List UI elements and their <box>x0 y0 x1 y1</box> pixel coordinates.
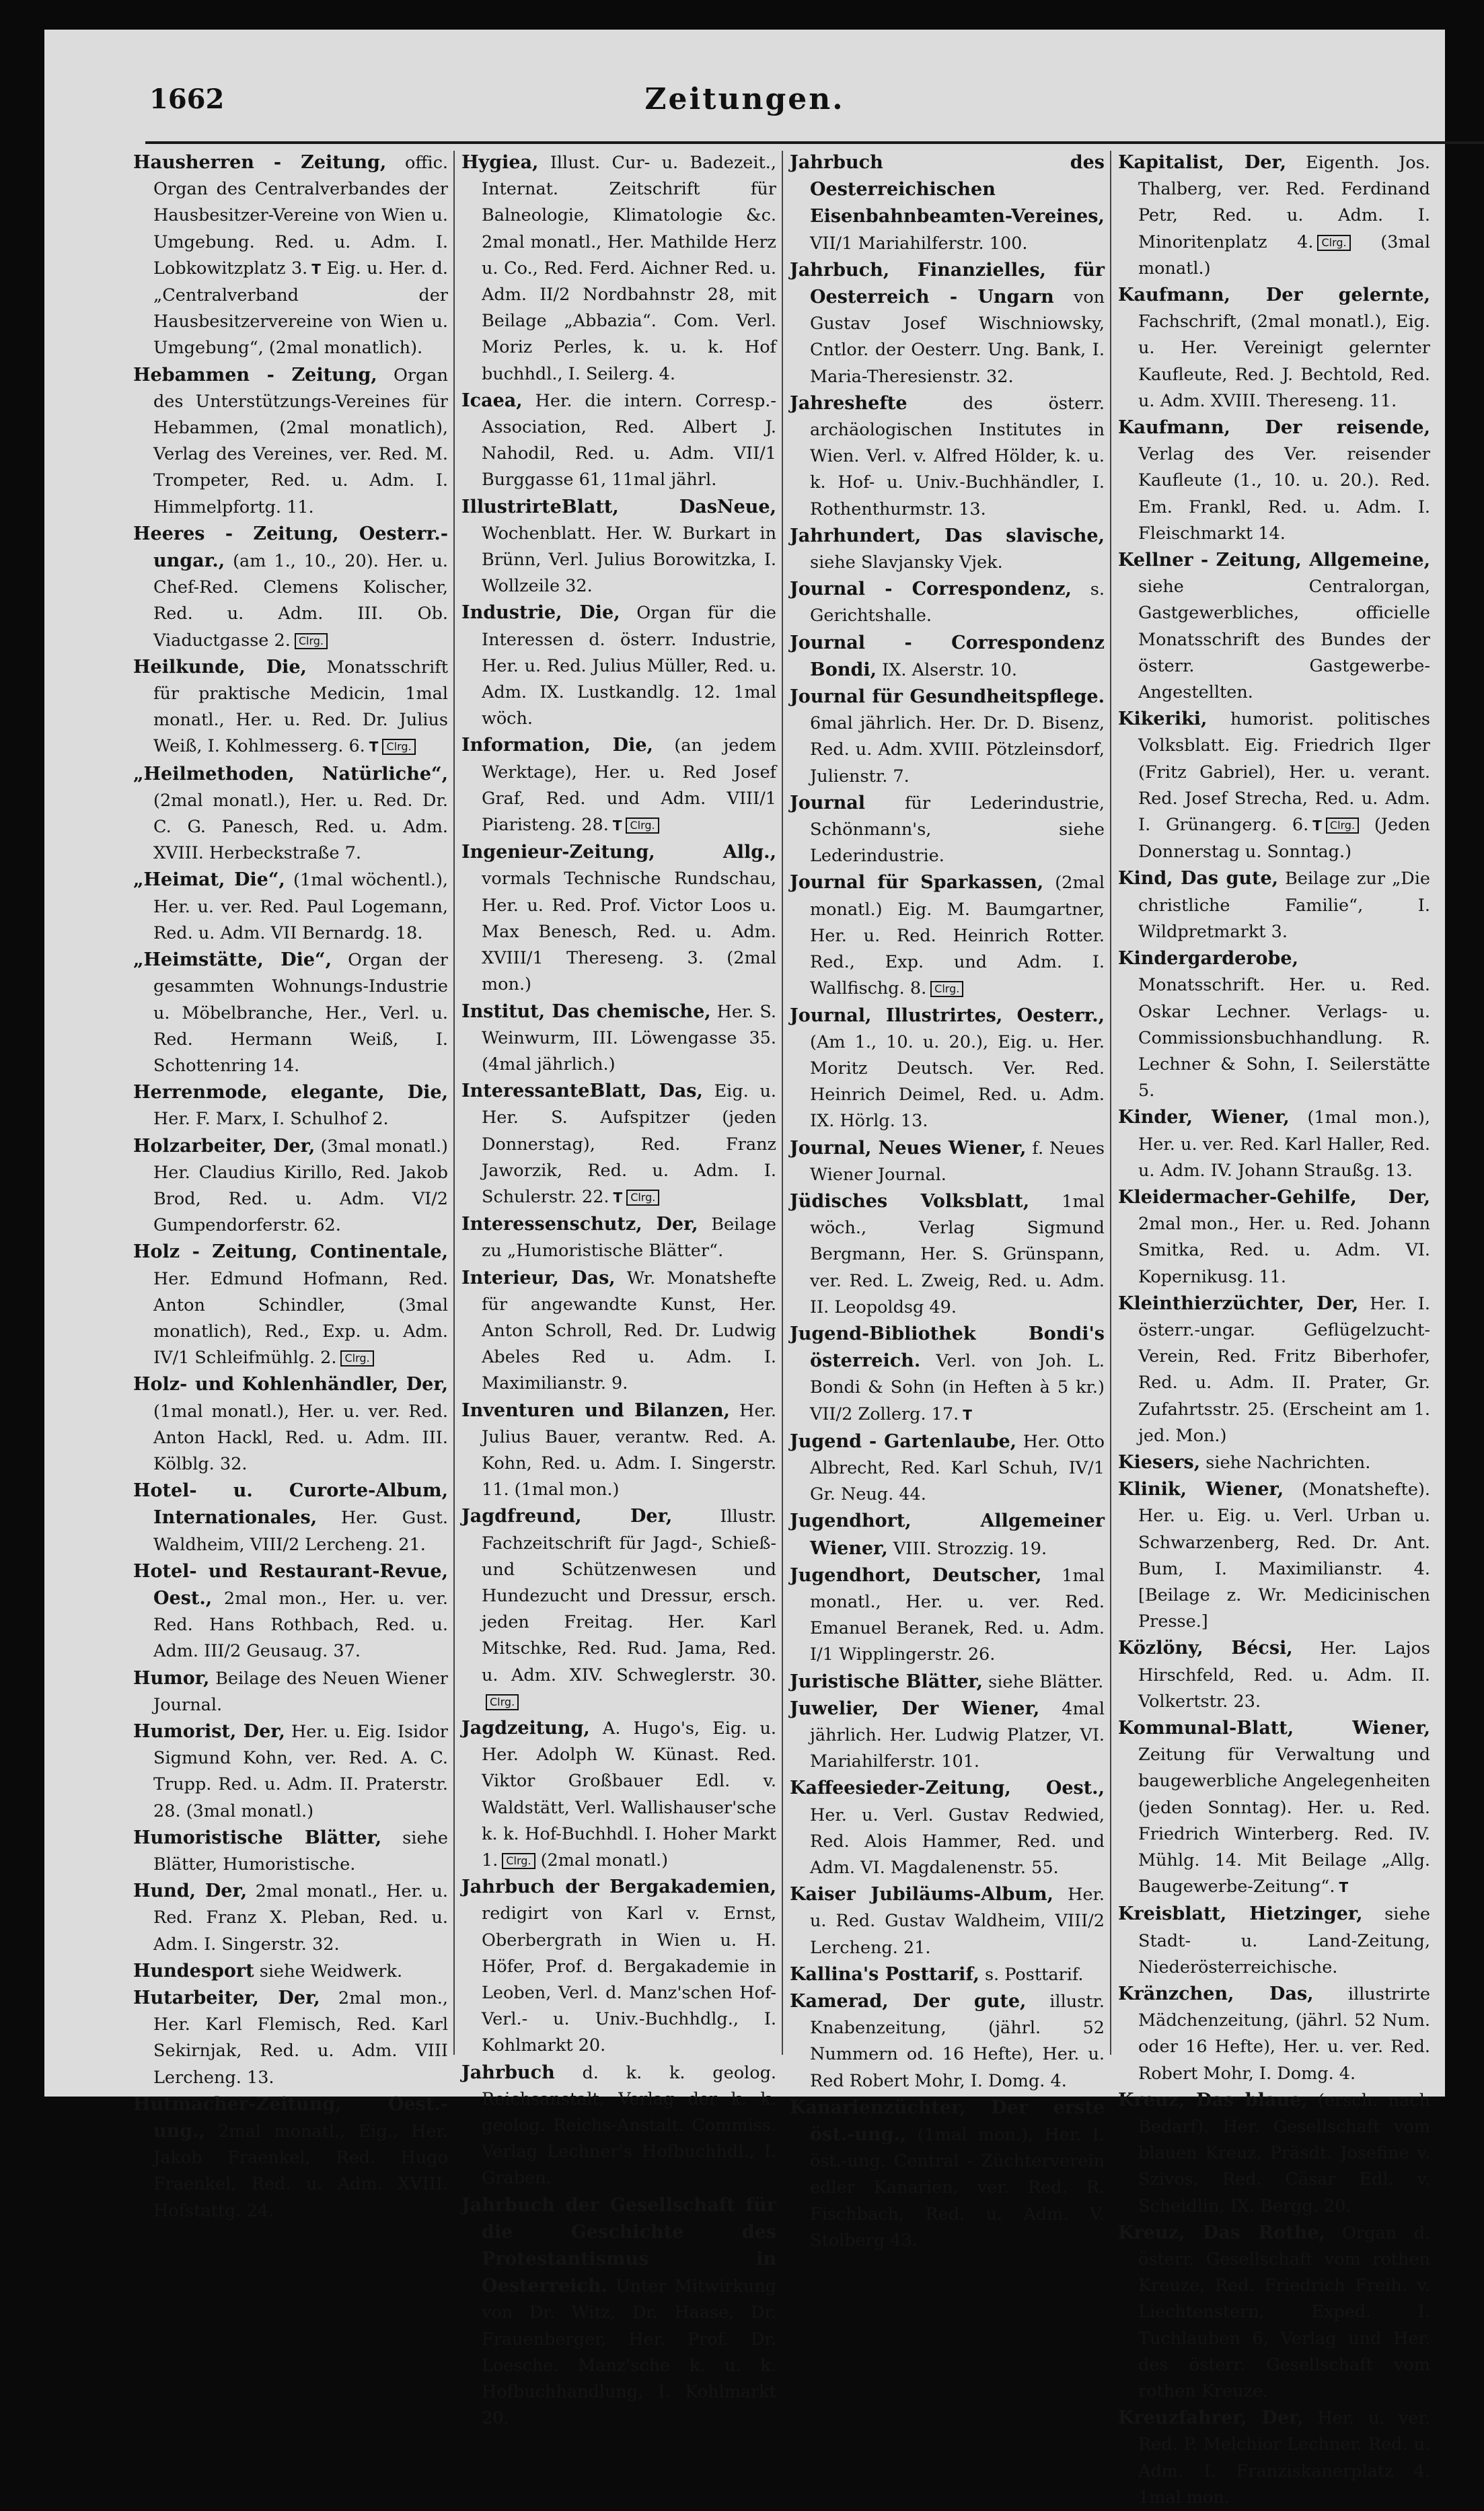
clearing-badge: Clrg. <box>486 1694 519 1710</box>
entry-text: Organ der gesammten Wohnungs-Industrie u. Möbelbranche, Her., Verl. u. Red. Hermann Weiß, I. Schottenring 14. <box>153 950 448 1076</box>
directory-entry <box>133 1079 448 1132</box>
entry-text: s. Gerichtshalle. <box>810 579 1105 626</box>
entry-text: Her. u. ver. Red. P. Melchior Lechner. Red. u. Adm. I. Franziskanerplatz 4. 1mal mon. <box>1138 2408 1430 2508</box>
entry-headword: Jugendhort, Deutscher, <box>790 1564 1042 1586</box>
telephone-mark: T <box>1312 817 1322 834</box>
clearing-badge: Clrg. <box>626 817 659 834</box>
entry-headword: Jahrhundert, Das slavische, <box>790 525 1105 546</box>
entry-headword: Interessenschutz, Der, <box>461 1214 698 1235</box>
entry-text-suffix: Eig. u. Her. d. „Centralverband der Hausbesitzervereine von Wien u. Umgebung“, (2mal monatlich). <box>153 258 448 359</box>
directory-entry <box>461 2060 776 2192</box>
directory-entry <box>1118 547 1430 706</box>
entry-headword: Heeres - Zeitung, Oesterr.-ungar., <box>133 523 448 572</box>
entry-headword: Humor, <box>133 1667 210 1689</box>
entry-text: (1mal wöchentl.), Her. u. ver. Red. Paul Logemann, Red. u. Adm. VII Bernardg. 18. <box>153 870 448 943</box>
entry-headword: „Heilmethoden, Natürliche“, <box>133 763 448 785</box>
telephone-mark: T <box>369 739 379 756</box>
entry-text: humorist. politisches Volksblatt. Eig. Friedrich Ilger (Fritz Gabriel), Her. u. verant. Red. Josef Strecha, Red. u. Adm. I. Grünangerg. 6. <box>1138 709 1430 836</box>
entry-text: VII/1 Mariahilferstr. 100. <box>810 233 1028 254</box>
entry-text: Eigenth. Jos. Thalberg, ver. Red. Ferdinand Petr, Red. u. Adm. I. Minoritenplatz 4. <box>1138 153 1430 252</box>
entry-text: Wr. Monatshefte für angewandte Kunst, Her. Anton Schroll, Red. Dr. Ludwig Abeles Red u. Adm. I. Maximilianstr. 9. <box>482 1268 776 1394</box>
entry-headword: „Heimstätte, Die“, <box>133 949 332 971</box>
entry-headword: Jugend - Gartenlaube, <box>790 1430 1017 1452</box>
entry-headword: Humoristische Blätter, <box>133 1827 382 1848</box>
directory-entry <box>133 149 448 362</box>
entry-text: vormals Technische Rundschau, Her. u. Red. Prof. Victor Loos u. Max Benesch, Red. u. Adm. XVIII/1 Thereseng. 3. (2mal mon.) <box>482 869 776 995</box>
directory-entry <box>133 1665 448 1718</box>
telephone-mark: T <box>963 1406 972 1423</box>
directory-entry <box>790 1321 1105 1428</box>
entry-headword: Journal - Correspondenz Bondi, <box>790 632 1105 680</box>
entry-text: Organ d. österr. Gesellschaft vom rothen Kreuze, Red. Friedrich Freih. v. Liechtenstern, Exped. I. Tuchlauben 6, Verlag und Her. des österr. Gesellschaft vom rothen Kreuze. <box>1138 2222 1430 2402</box>
entry-text: offic. Organ des Centralverbandes der Hausbesitzer-Vereine von Wien u. Umgebung. Red. u. Adm. I. Lobkowitzplatz 3. <box>153 153 448 279</box>
directory-entry <box>133 362 448 521</box>
entry-text: Fachschrift, (2mal monatl.), Eig. u. Her. Vereinigt gelernter Kaufleute, Red. J. Bechtold, Red. u. Adm. XVIII. Thereseng. 11. <box>1138 312 1430 411</box>
clearing-badge: Clrg. <box>930 981 963 997</box>
entry-text: Verl. von Joh. L. Bondi & Sohn (in Heften à 5 kr.) VII/2 Zollerg. 17. <box>810 1351 1105 1424</box>
directory-entry <box>790 1428 1105 1508</box>
directory-entry <box>790 257 1105 390</box>
entry-headword: Kikeriki, <box>1118 708 1208 730</box>
directory-entry <box>133 1825 448 1878</box>
entry-headword: Hundesport <box>133 1960 254 1981</box>
entry-headword: Kaffeesieder-Zeitung, Oest., <box>790 1778 1105 1799</box>
entry-headword: Holzarbeiter, Der, <box>133 1135 316 1157</box>
directory-entry <box>790 1562 1105 1669</box>
entry-text: Her. die intern. Corresp.-Association, Red. Albert J. Nahodil, Red. u. Adm. VII/1 Burggasse 61, 11mal jährl. <box>482 390 776 490</box>
directory-entry <box>133 1958 448 1985</box>
entry-text: illustr. Knabenzeitung, (jährl. 52 Nummern od. 16 Hefte), Her. u. Red Robert Mohr, I. Domg. 4. <box>810 1992 1105 2091</box>
entry-text: f. Neues Wiener Journal. <box>810 1138 1105 1185</box>
entry-headword: Klinik, Wiener, <box>1118 1479 1284 1500</box>
entry-text: Her. Otto Albrecht, Red. Karl Schuh, IV/1 Gr. Neug. 44. <box>810 1431 1105 1505</box>
entry-headword: Közlöny, Bécsi, <box>1118 1638 1293 1659</box>
entry-text: Eig. u. Her. S. Aufspitzer (jeden Donnerstag), Red. Franz Jaworzik, Red. u. Adm. I. Schulerstr. 22. <box>482 1081 776 1207</box>
directory-entry <box>133 654 448 761</box>
directory-entry <box>790 1669 1105 1696</box>
directory-entry <box>1118 1715 1430 1901</box>
directory-entry <box>461 839 776 998</box>
entry-text: für Lederindustrie, Schönmann's, siehe Lederindustrie. <box>810 793 1105 867</box>
directory-entry <box>1118 1104 1430 1184</box>
directory-entry <box>133 761 448 867</box>
entry-text: 2mal mon., Her. u. ver. Red. Hans Rothbach, Red. u. Adm. III/2 Geusaug. 37. <box>153 1588 448 1662</box>
entry-headword: Juristische Blätter, <box>790 1671 984 1692</box>
directory-entry <box>133 1239 448 1371</box>
entry-text: (1mal mon.), Her. u. ver. Red. Karl Haller, Red. u. Adm. IV. Johann Straußg. 13. <box>1138 1107 1430 1181</box>
entry-text: Zeitung für Verwaltung und baugewerbliche Angelegenheiten (jeden Sonntag). Her. u. Red. Friedrich Winterberg. Red. IV. Mühlg. 14. Mit Beilage „Allg. Baugewerbe-Zeitung“. <box>1138 1745 1430 1897</box>
entry-text: Monatsschrift für praktische Medicin, 1mal monatl., Her. u. Red. Dr. Julius Weiß, I. Kohlmesserg. 6. <box>153 657 448 757</box>
entry-text: s. Posttarif. <box>979 1964 1084 1985</box>
entry-headword: Jugendhort, Allgemeiner Wiener, <box>790 1511 1105 1559</box>
directory-entry <box>1118 1290 1430 1449</box>
directory-entry <box>1118 706 1430 865</box>
entry-text: Her. Julius Bauer, verantw. Red. A. Kohn, Red. u. Adm. I. Singerstr. 11. (1mal mon.) <box>482 1400 776 1500</box>
header-rule <box>145 141 1484 144</box>
directory-entry <box>790 523 1105 576</box>
directory-entry <box>790 1188 1105 1321</box>
directory-entry <box>790 869 1105 1002</box>
column-2 <box>461 149 777 2429</box>
entry-text: Monatsschrift. Her. u. Red. Oskar Lechner. Verlags- u. Commissionsbuchhandlung. R. Lechner & Sohn, I. Seilerstätte 5. <box>1138 975 1430 1101</box>
directory-entry <box>790 390 1105 523</box>
entry-text: Her. F. Marx, I. Schulhof 2. <box>153 1109 389 1130</box>
entry-text: Beilage des Neuen Wiener Journal. <box>153 1668 448 1715</box>
entry-text: (2mal monatl.), Her. u. Red. Dr. C. G. Panesch, Red. u. Adm. XVIII. Herbeckstraße 7. <box>153 790 448 864</box>
entry-text: siehe Weidwerk. <box>254 1961 403 1981</box>
directory-entry <box>133 1371 448 1478</box>
directory-entry <box>1118 1476 1430 1635</box>
column-1 <box>133 149 449 2221</box>
directory-entry <box>790 1508 1105 1562</box>
entry-text: (Am 1., 10. u. 20.), Eig. u. Her. Moritz Deutsch. Ver. Red. Heinrich Deimel, Red. u. Adm. IX. Hörlg. 13. <box>810 1031 1105 1132</box>
entry-text: Illust. Cur- u. Badezeit., Internat. Zeitschrift für Balneologie, Klimatologie &c. 2mal monatl., Her. Mathilde Herz u. Co., Red. Ferd. Aichner Red. u. Adm. II/2 Nordbahnstr 28, mit Beilage „Abbazia“. Com. Verl. Moriz Perles, k. u. k. Hof buchhdl., I. Seilerg. 4. <box>482 153 776 384</box>
directory-entry <box>790 1961 1105 1988</box>
entry-headword: Kränzchen, Das, <box>1118 1984 1314 2005</box>
directory-entry <box>790 1135 1105 1188</box>
directory-entry <box>461 1874 776 2059</box>
directory-entry <box>133 1478 448 1558</box>
directory-entry <box>1118 1901 1430 1981</box>
clearing-badge: Clrg. <box>1317 235 1350 251</box>
entry-text: Verlag des Ver. reisender Kaufleute (1., 10. u. 20.). Red. Em. Frankl, Red. u. Adm. I. Fleischmarkt 14. <box>1138 444 1430 544</box>
directory-entry <box>461 1715 776 1874</box>
entry-text: IX. Alserstr. 10. <box>877 659 1017 680</box>
entry-headword: Kiesers, <box>1118 1451 1201 1473</box>
entry-headword: Jüdisches Volksblatt, <box>790 1190 1030 1212</box>
entry-text: des österr. archäologischen Institutes in Wien. Verl. v. Alfred Hölder, k. u. k. Hof- u. Univ.-Buchhändler, I. Rothenthurmstr. 13. <box>810 393 1105 519</box>
entry-headword: Journal <box>790 792 866 813</box>
directory-entry <box>1118 2405 1430 2511</box>
entry-text: Beilage zur „Die christliche Familie“, I. Wildpretmarkt 3. <box>1138 869 1430 942</box>
directory-entry <box>790 1881 1105 1961</box>
entry-headword: Interieur, Das, <box>461 1267 616 1288</box>
entry-text: siehe Centralorgan, Gastgewerbliches, officielle Monatsschrift des Bundes der österr. Gastgewerbe-Angestellten. <box>1138 577 1430 703</box>
entry-headword: Heilkunde, Die, <box>133 656 307 678</box>
directory-entry <box>133 867 448 947</box>
entry-headword: Holz- und Kohlenhändler, Der, <box>133 1374 448 1395</box>
entry-text: Her. Gust. Waldheim, VIII/2 Lercheng. 21. <box>153 1508 448 1555</box>
entry-text: (1mal monatl.), Her. u. ver. Red. Anton Hackl, Red. u. Adm. III. Kölblg. 32. <box>153 1401 448 1474</box>
entry-text: 1mal monatl., Her. u. ver. Red. Emanuel Beranek, Red. u. Adm. I/1 Wipplingerstr. 26. <box>810 1565 1105 1665</box>
entry-text: siehe Stadt- u. Land-Zeitung, Niederösterreichische. <box>1138 1904 1431 1977</box>
directory-entry <box>790 2095 1105 2254</box>
entry-headword: Hausherren - Zeitung, <box>133 152 387 173</box>
entry-text: illustrirte Mädchenzeitung, (jährl. 52 Num. oder 16 Hefte), Her. u. ver. Red. Robert Mohr, I. Domg. 4. <box>1138 1984 1431 2084</box>
entry-headword: Kleidermacher-Gehilfe, Der, <box>1118 1186 1430 1208</box>
entry-headword: Kommunal-Blatt, Wiener, <box>1118 1717 1430 1739</box>
column-divider <box>782 151 783 2055</box>
directory-entry <box>133 1558 448 1665</box>
entry-headword: Information, Die, <box>461 735 653 756</box>
entry-text: redigirt von Karl v. Ernst, Oberbergrath in Wien u. H. Höfer, Prof. d. Bergakademie in Leoben, Verl. d. Manz'schen Hof-Verl.- u. Univ.-Buchhdlg., I. Kohlmarkt 20. <box>482 1903 776 2056</box>
entry-headword: Jahrbuch des Oesterreichischen Eisenbahnbeamten-Vereines, <box>790 152 1105 227</box>
directory-entry <box>133 1985 448 2091</box>
entry-headword: IllustrirteBlatt, DasNeue, <box>461 496 776 517</box>
entry-headword: Kinder, Wiener, <box>1118 1107 1290 1128</box>
entry-text: (Monatshefte). Her. u. Eig. u. Verl. Urban u. Schwarzenberg, Red. Dr. Ant. Bum, I. Maximilianstr. 4. [Beilage z. Wr. Medicinischen Presse.] <box>1138 1480 1430 1632</box>
entry-headword: Kallina's Posttarif, <box>790 1963 979 1985</box>
directory-entry <box>133 521 448 654</box>
entry-text: Her. u. Verl. Gustav Redwied, Red. Alois Hammer, Red. und Adm. VI. Magdalenenstr. 55. <box>810 1805 1105 1878</box>
directory-entry <box>461 732 776 839</box>
entry-text: Organ für die Interessen d. österr. Industrie, Her. u. Red. Julius Müller, Red. u. Adm. IX. Lustkandlg. 12. 1mal wöch. <box>482 603 777 729</box>
entry-text: Her. I. österr.-ungar. Geflügelzucht-Verein, Red. Fritz Biberhofer, Red. u. Adm. II. Prater, Gr. Zufahrtsstr. 25. (Erscheint am 1. jed. Mon.) <box>1138 1293 1430 1446</box>
directory-entry <box>1118 1981 1430 2087</box>
entry-headword: Hutmacher-Zeitung, Oest.-ung., <box>133 2093 448 2142</box>
directory-entry <box>1118 1184 1430 1290</box>
directory-entry <box>1118 945 1430 1104</box>
entry-text: (1mal mon.), Her. I. öst.-ung. Central - Züchterverein edler Kanarien, ver. Red. R. Fischbach, Red. u. Adm. V. Stolberg 43. <box>810 2125 1105 2251</box>
directory-entry <box>461 2192 776 2432</box>
directory-entry <box>790 684 1105 790</box>
entry-text: d. k. k. geolog. Reichsanstalt, Verlag der k. k. geolog. Reichs-Anstalt. Commiss. Verlag Lechner's Hofbuchhdl., I. Graben. <box>482 2062 776 2189</box>
entry-headword: Hotel- u. Curorte-Album, Internationales, <box>133 1480 448 1529</box>
entry-headword: Kamerad, Der gute, <box>790 1991 1027 2012</box>
directory-entry <box>133 1718 448 1825</box>
entry-text: Her. u. Eig. Isidor Sigmund Kohn, ver. Red. A. C. Trupp. Red. u. Adm. II. Praterstr. 28. (3mal monatl.) <box>153 1721 449 1821</box>
entry-headword: Hygiea, <box>461 152 539 173</box>
directory-entry <box>461 998 776 1079</box>
directory-entry <box>790 1988 1105 2095</box>
clearing-badge: Clrg. <box>1326 817 1359 834</box>
directory-entry <box>790 1775 1105 1881</box>
directory-entry <box>461 1211 776 1264</box>
clearing-badge: Clrg. <box>502 1853 535 1869</box>
entry-headword: Ingenieur-Zeitung, Allg., <box>461 842 776 863</box>
directory-entry <box>1118 2220 1430 2405</box>
entry-text: 1mal wöch., Verlag Sigmund Bergmann, Her. S. Grünspann, ver. Red. L. Zweig, Red. u. Adm. II. Leopoldsg 49. <box>810 1191 1105 1317</box>
page-title: Zeitungen. <box>644 82 845 116</box>
column-divider <box>453 151 455 2055</box>
directory-entry <box>1118 2087 1430 2220</box>
column-divider <box>1110 151 1111 2055</box>
directory-entry <box>1118 1635 1430 1715</box>
entry-headword: Hotel- und Restaurant-Revue, Oest., <box>133 1560 448 1609</box>
entry-headword: Jahrbuch der Gesellschaft für die Geschichte des Protestantismus in Oesterreich. <box>461 2194 776 2297</box>
entry-headword: Juwelier, Der Wiener, <box>790 1698 1040 1719</box>
entry-headword: Kind, Das gute, <box>1118 868 1279 889</box>
entry-text: (am 1., 10., 20). Her. u. Chef-Red. Clemens Kolischer, Red. u. Adm. III. Ob. Viaductgasse 2. <box>153 551 448 651</box>
entry-text-suffix: (Jeden Donnerstag u. Sonntag.) <box>1138 815 1430 863</box>
telephone-mark: T <box>612 817 622 834</box>
directory-entry <box>133 947 448 1079</box>
entry-headword: Kindergarderobe, <box>1118 948 1298 970</box>
column-4 <box>1118 149 1431 2508</box>
entry-text: (ersch. nach Bedarf). Her. Gesellschaft vom blauen Kreuz, Präsdt. Josefine v. Szivos, Red. Cäsar Edl. v. Scheidlin, IX. Bergg. 20. <box>1138 2090 1430 2216</box>
entry-text: siehe Blätter, Humoristische. <box>153 1827 448 1875</box>
page-number: 1662 <box>149 83 225 115</box>
directory-entry <box>461 149 776 388</box>
entry-headword: Kapitalist, Der, <box>1118 152 1287 173</box>
directory-entry <box>790 1696 1105 1776</box>
entry-text: Her. u. Red. Gustav Waldheim, VIII/2 Lercheng. 21. <box>810 1885 1105 1958</box>
entry-headword: Journal, Illustrirtes, Oesterr., <box>790 1005 1105 1026</box>
entry-text: Beilage zu „Humoristische Blätter“. <box>482 1214 776 1262</box>
clearing-badge: Clrg. <box>295 633 328 649</box>
entry-text-suffix: (3mal monatl.) <box>1138 231 1430 279</box>
entry-text: VIII. Strozzig. 19. <box>887 1538 1047 1559</box>
entry-headword: Journal, Neues Wiener, <box>790 1137 1027 1159</box>
entry-headword: Icaea, <box>461 390 523 411</box>
entry-text: 2mal mon., Her. u. Red. Johann Smitka, Red. u. Adm. VI. Kopernikusg. 11. <box>1138 1214 1430 1287</box>
entry-headword: „Heimat, Die“, <box>133 869 285 891</box>
entry-text: Wochenblatt. Her. W. Burkart in Brünn, Verl. Julius Borowitzka, I. Wollzeile 32. <box>482 523 776 597</box>
entry-headword: Holz - Zeitung, Continentale, <box>133 1241 448 1263</box>
entry-headword: Kanarienzüchter, Der erste öst.-ung., <box>790 2097 1105 2146</box>
entry-headword: Jahrbuch der Bergakademien, <box>461 1877 776 1898</box>
directory-entry <box>1118 865 1430 945</box>
entry-headword: Jagdfreund, Der, <box>461 1506 673 1527</box>
directory-entry <box>790 576 1105 629</box>
page-scan <box>44 30 1445 2508</box>
directory-entry <box>461 1397 776 1504</box>
entry-text: siehe Slavjansky Vjek. <box>810 552 1003 573</box>
directory-entry <box>1118 1449 1430 1476</box>
entry-text: von Gustav Josef Wischniowsky, Cntlor. der Oesterr. Ung. Bank, I. Maria-Theresienstr. 32. <box>810 287 1105 387</box>
directory-entry <box>461 1503 776 1715</box>
page-header <box>44 70 1445 131</box>
entry-headword: Kaufmann, Der gelernte, <box>1118 285 1430 306</box>
entry-headword: Jagdzeitung, <box>461 1717 590 1739</box>
entry-headword: Kreuzfahrer, Der, <box>1118 2407 1304 2429</box>
entry-headword: Kellner - Zeitung, Allgemeine, <box>1118 550 1430 571</box>
entry-headword: Kreisblatt, Hietzinger, <box>1118 1903 1363 1925</box>
entry-text: siehe Blätter. <box>983 1671 1104 1692</box>
entry-text: A. Hugo's, Eig. u. Her. Adolph W. Künast. Red. Viktor Großbauer Edl. v. Waldstätt, Verl. Wallishauser'sche k. k. Hof-Buchhdl. I. Hoher Markt 1. <box>482 1718 776 1870</box>
entry-headword: Kaiser Jubiläums-Album, <box>790 1884 1053 1905</box>
column-3 <box>790 149 1105 2251</box>
entry-text: (2mal monatl.) Eig. M. Baumgartner, Her. u. Red. Heinrich Rotter. Red., Exp. und Adm. I. Wallfischg. 8. <box>810 873 1105 999</box>
directory-entry <box>790 1003 1105 1135</box>
entry-text: (an jedem Werktage), Her. u. Red Josef Graf, Red. und Adm. VIII/1 Piaristeng. 28. <box>482 735 776 836</box>
clearing-badge: Clrg. <box>626 1190 659 1206</box>
directory-entry <box>461 1078 776 1211</box>
entry-headword: Hund, Der, <box>133 1881 248 1902</box>
entry-headword: Kreuz, Das blaue, <box>1118 2089 1308 2111</box>
entry-headword: InteressanteBlatt, Das, <box>461 1081 703 1102</box>
directory-entry <box>790 149 1105 257</box>
entry-text: Her. Lajos Hirschfeld, Red. u. Adm. II. Volkertstr. 23. <box>1138 1638 1430 1712</box>
entry-headword: Jugend-Bibliothek Bondi's österreich. <box>790 1323 1105 1372</box>
directory-entry <box>1118 149 1430 282</box>
directory-entry <box>1118 414 1430 547</box>
entry-text: Her. S. Weinwurm, III. Löwengasse 35. (4mal jährlich.) <box>482 1001 777 1075</box>
entry-text: 2mal monatl., Her. u. Red. Franz X. Pleban, Red. u. Adm. I. Singerstr. 32. <box>153 1881 449 1955</box>
entry-headword: Industrie, Die, <box>461 602 620 624</box>
entry-text: siehe Nachrichten. <box>1200 1452 1371 1473</box>
entry-text-suffix: (2mal monatl.) <box>535 1850 669 1870</box>
entry-text: Her. Edmund Hofmann, Red. Anton Schindler, (3mal monatlich), Red., Exp. u. Adm. IV/1 Schleifmühlg. 2. <box>153 1268 448 1369</box>
telephone-mark: T <box>311 260 321 277</box>
entry-headword: Kreuz, Das Rothe, <box>1118 2222 1325 2243</box>
directory-entry <box>461 494 776 600</box>
directory-entry <box>133 1133 448 1239</box>
clearing-badge: Clrg. <box>382 739 415 755</box>
directory-entry <box>461 1265 776 1397</box>
directory-entry <box>461 388 776 494</box>
directory-entry <box>133 1878 448 1958</box>
entry-headword: Journal für Sparkassen, <box>790 872 1044 894</box>
entry-headword: Inventuren und Bilanzen, <box>461 1399 730 1421</box>
entry-text: Illustr. Fachzeitschrift für Jagd-, Schieß- und Schützenwesen und Hundezucht und Dressur, ersch. jeden Freitag. Her. Karl Mitschke, Red. Rud. Jama, Red. u. Adm. XIV. Schweglerstr. 30. <box>482 1506 776 1685</box>
entry-text: 2mal mon., Her. Karl Flemisch, Red. Karl Sekirnjak, Red. u. Adm. VIII Lercheng. 13. <box>153 1988 448 2088</box>
entry-headword: Jahrbuch, Finanzielles, für Oesterreich - Ungarn <box>790 259 1105 308</box>
entry-headword: Institut, Das chemische, <box>461 1000 711 1022</box>
entry-text: 2mal monatl., Eig., Her. Jakob Fraenkel, Red. Hugo Fraenkel, Red. u. Adm. XVIII. Hofstattg. 24. <box>153 2121 448 2221</box>
entry-headword: Hebammen - Zeitung, <box>133 364 377 386</box>
directory-entry <box>790 630 1105 684</box>
directory-entry <box>1118 282 1430 414</box>
entry-headword: Herrenmode, elegante, Die, <box>133 1082 448 1103</box>
clearing-badge: Clrg. <box>340 1350 373 1367</box>
directory-entry <box>133 2091 448 2224</box>
entry-headword: Jahrbuch <box>461 2062 555 2083</box>
entry-text: Organ des Unterstützungs-Vereines für Hebammen, (2mal monatlich), Verlag des Vereines, ver. Red. M. Trompeter, Red. u. Adm. I. Himmelpfortg. 11. <box>153 365 448 517</box>
telephone-mark: T <box>613 1189 623 1206</box>
entry-text: (3mal monatl.) Her. Claudius Kirillo, Red. Jakob Brod, Red. u. Adm. VI/2 Gumpendorferstr. 62. <box>153 1136 449 1236</box>
entry-headword: Journal - Correspondenz, <box>790 579 1072 600</box>
entry-text: Unter Mitwirkung von Dr. Witz, Dr. Haase, Dr. Frauenberger, Her. Prof. Dr. Loesche. Manz'sche k. u. k. Hofbuchhandlung, I. Kohlmarkt 20. <box>482 2276 776 2429</box>
entry-headword: Humorist, Der, <box>133 1720 285 1742</box>
entry-headword: Kaufmann, Der reisende, <box>1118 417 1430 439</box>
directory-entry <box>790 790 1105 870</box>
entry-headword: Kleinthierzüchter, Der, <box>1118 1293 1359 1314</box>
entry-text: 4mal jährlich. Her. Ludwig Platzer, VI. Mariahilferstr. 101. <box>810 1698 1105 1772</box>
entry-headword: Journal für Gesundheitspflege. <box>790 686 1105 708</box>
directory-entry <box>461 599 776 732</box>
entry-headword: Hutarbeiter, Der, <box>133 1988 320 2009</box>
telephone-mark: T <box>1339 1879 1349 1896</box>
entry-headword: Jahreshefte <box>790 392 907 414</box>
entry-text: 6mal jährlich. Her. Dr. D. Bisenz, Red. u. Adm. XVIII. Pötzleinsdorf, Julienstr. 7. <box>810 713 1105 787</box>
